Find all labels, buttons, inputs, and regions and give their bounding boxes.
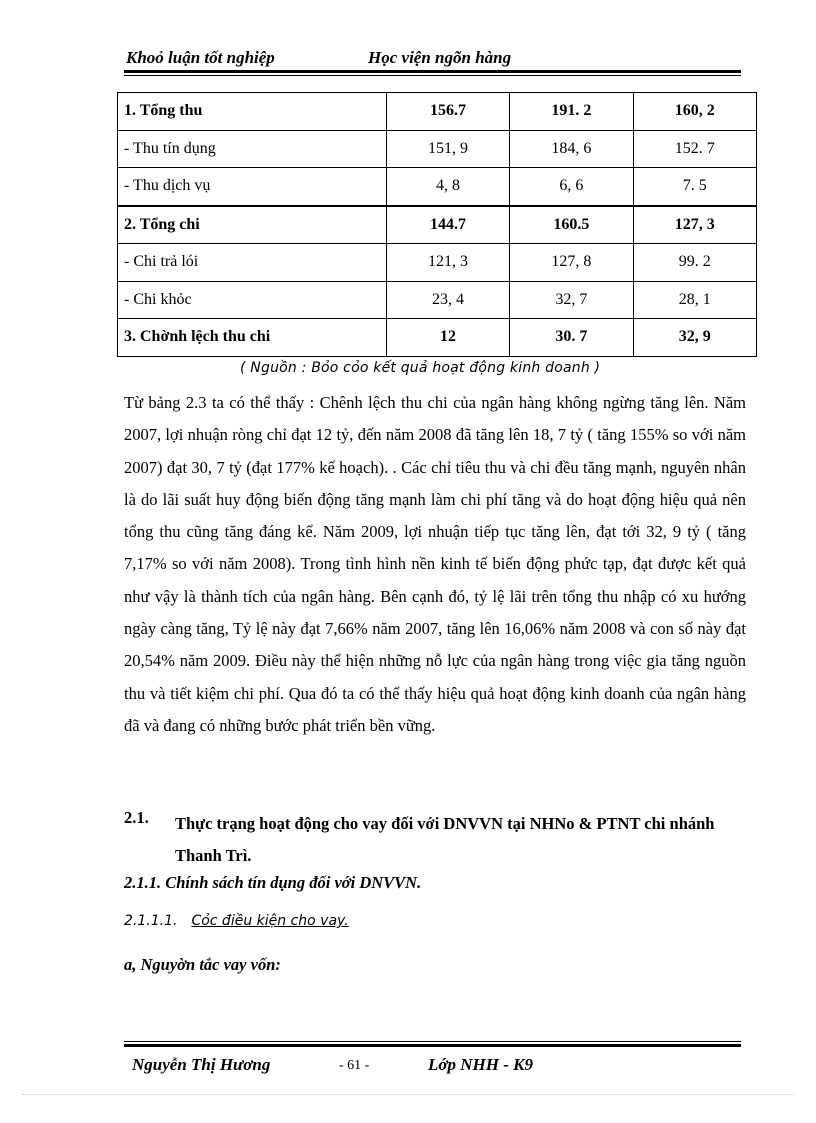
- table-row: [118, 93, 757, 131]
- value-cell-col2: 32, 7: [510, 281, 633, 319]
- value-cell-col3: 28, 1: [633, 281, 756, 319]
- table-row: [118, 319, 757, 357]
- header-thesis-label: Khoỏ luận tốt nghiệp: [126, 48, 275, 67]
- subsection-heading: 2.1.1. Chính sách tín dụng đối với DNVVN.: [124, 873, 422, 892]
- table-row: [118, 168, 757, 206]
- value-cell-col1: 144.7: [386, 206, 509, 244]
- value-cell-col3: 127, 3: [633, 206, 756, 244]
- value-cell-col3: 7. 5: [633, 168, 756, 206]
- row-label-cell: - Thu dịch vụ: [118, 168, 387, 206]
- value-cell-col3: 32, 9: [633, 319, 756, 357]
- row-label-cell: 1. Tổng thu: [118, 93, 387, 131]
- value-cell-col2: 127, 8: [510, 244, 633, 282]
- value-cell-col2: 30. 7: [510, 319, 633, 357]
- subsubsection-title: Cỏc điều kiện cho vay.: [191, 913, 349, 929]
- value-cell-col1: 12: [386, 319, 509, 357]
- footer-author: Nguyễn Thị Hương: [132, 1055, 271, 1074]
- value-cell-col3: 160, 2: [633, 93, 756, 131]
- page-bottom-dotted-line: [22, 1094, 794, 1095]
- value-cell-col1: 151, 9: [386, 130, 509, 168]
- value-cell-col1: 4, 8: [386, 168, 509, 206]
- footer-rule-thick: [124, 1044, 741, 1047]
- row-label-cell: 2. Tổng chi: [118, 206, 387, 244]
- subsubsection-number: 2.1.1.1.: [124, 913, 178, 929]
- footer-page-number: - 61 -: [339, 1058, 370, 1073]
- row-label-cell: - Thu tín dụng: [118, 130, 387, 168]
- section-number: 2.1.: [124, 808, 149, 827]
- body-paragraph: Từ bảng 2.3 ta có thể thấy : Chênh lệch thu chi của ngân hàng không ngừng tăng lên. Năm 2007, lợi nhuận ròng chỉ đạt 12 tỷ, đến năm 2008 đã tăng lên 18, 7 tỷ ( tăng 155% so với năm 2007) đạt 30, 7 tỷ (đạt 177% kế hoạch). . Các chỉ tiêu thu và chi đều tăng mạnh, nguyên nhân là do lãi suất huy động biến động tăng mạnh làm chi phí tăng và do hoạt động hiệu quả nên tổng thu cũng tăng đáng kể. Năm 2009, lợi nhuận tiếp tục tăng lên, đạt tới 32, 9 tỷ ( tăng 7,17% so với năm 2008). Trong tình hình nền kinh tế biến động phức tạp, đạt được kết quả như vậy là thành tích của ngân hàng. Bên cạnh đó, tỷ lệ lãi trên tổng thu nhập có xu hướng ngày càng tăng, Tỷ lệ này đạt 7,66% năm 2007, tăng lên 16,06% năm 2008 và con số này đạt 20,54% năm 2009. Điều này thể hiện những nỗ lực của ngân hàng trong việc gia tăng nguồn thu và tiết kiệm chi phí. Qua đó ta có thể thấy hiệu quả hoạt động kinh doanh của ngân hàng đã và đang có những bước phát triển bền vững.: [124, 393, 746, 735]
- table-row: [118, 130, 757, 168]
- row-label-cell: - Chi trả lói: [118, 244, 387, 282]
- table-source-note: ( Nguồn : Bỏo cỏo kết quả hoạt động kinh doanh ): [240, 360, 601, 376]
- row-label-cell: - Chi khỏc: [118, 281, 387, 319]
- value-cell-col2: 6, 6: [510, 168, 633, 206]
- row-label-cell: 3. Chờnh lệch thu chi: [118, 319, 387, 357]
- section-title: Thực trạng hoạt động cho vay đối với DNVVN tại NHNo & PTNT chi nhánh Thanh Trì.: [175, 814, 715, 865]
- value-cell-col3: 152. 7: [633, 130, 756, 168]
- value-cell-col1: 121, 3: [386, 244, 509, 282]
- value-cell-col1: 23, 4: [386, 281, 509, 319]
- footer-rule-thin: [124, 1041, 741, 1042]
- value-cell-col2: 191. 2: [510, 93, 633, 131]
- table-row: [118, 244, 757, 282]
- value-cell-col3: 99. 2: [633, 244, 756, 282]
- value-cell-col2: 184, 6: [510, 130, 633, 168]
- value-cell-col2: 160.5: [510, 206, 633, 244]
- table-row: [118, 206, 757, 244]
- value-cell-col1: 156.7: [386, 93, 509, 131]
- header-rule-thick: [124, 70, 741, 73]
- financial-table: [117, 92, 757, 357]
- page-header: [124, 48, 744, 70]
- header-rule-thin: [124, 75, 741, 76]
- table-row: [118, 281, 757, 319]
- item-heading: a, Nguyờn tắc vay vốn:: [124, 955, 281, 974]
- footer-class: Lớp NHH - K9: [428, 1055, 533, 1074]
- header-institution-label: Học viện ngõn hàng: [368, 48, 512, 67]
- subsubsection-heading: [124, 913, 349, 929]
